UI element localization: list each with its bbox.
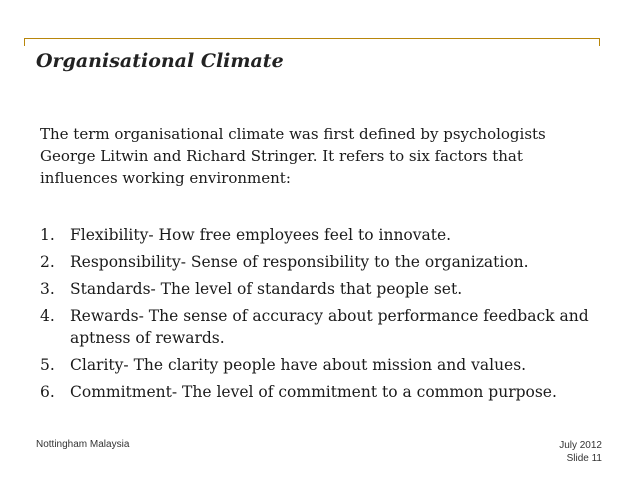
item-number: 6. — [40, 383, 55, 401]
list-item — [40, 224, 620, 246]
item-text: Flexibility- How free employees feel to innovate. — [70, 226, 452, 244]
item-text: Responsibility- Sense of responsibility to the organization. — [70, 253, 529, 271]
intro-paragraph — [40, 123, 610, 189]
list-item — [40, 381, 620, 403]
intro-line: influences working environment: — [40, 169, 291, 187]
item-number: 5. — [40, 356, 55, 374]
item-text: Commitment- The level of commitment to a common purpose. — [70, 383, 557, 401]
top-rule-right-tick — [599, 38, 600, 46]
list-item — [40, 278, 620, 300]
top-rule-divider — [24, 38, 600, 39]
top-rule-left-tick — [24, 38, 25, 46]
item-number: 3. — [40, 280, 55, 298]
footer-meta — [559, 439, 602, 465]
item-number: 1. — [40, 226, 55, 244]
item-text: Standards- The level of standards that people set. — [70, 280, 463, 298]
item-number: 4. — [40, 307, 55, 325]
factor-list — [40, 224, 620, 408]
slide-number: Slide 11 — [566, 453, 602, 464]
item-number: 2. — [40, 253, 55, 271]
item-text: Clarity- The clarity people have about mission and values. — [70, 356, 527, 374]
item-text: Rewards- The sense of accuracy about performance feedback and aptness of rewards. — [70, 307, 589, 347]
footer-organization: Nottingham Malaysia — [36, 439, 130, 450]
list-item — [40, 354, 620, 376]
intro-line: George Litwin and Richard Stringer. It refers to six factors that — [40, 147, 523, 165]
intro-line: The term organisational climate was first defined by psychologists — [40, 125, 546, 143]
list-item — [40, 305, 620, 349]
slide-title: Organisational Climate — [36, 50, 284, 72]
list-item — [40, 251, 620, 273]
footer-date: July 2012 — [559, 440, 602, 451]
